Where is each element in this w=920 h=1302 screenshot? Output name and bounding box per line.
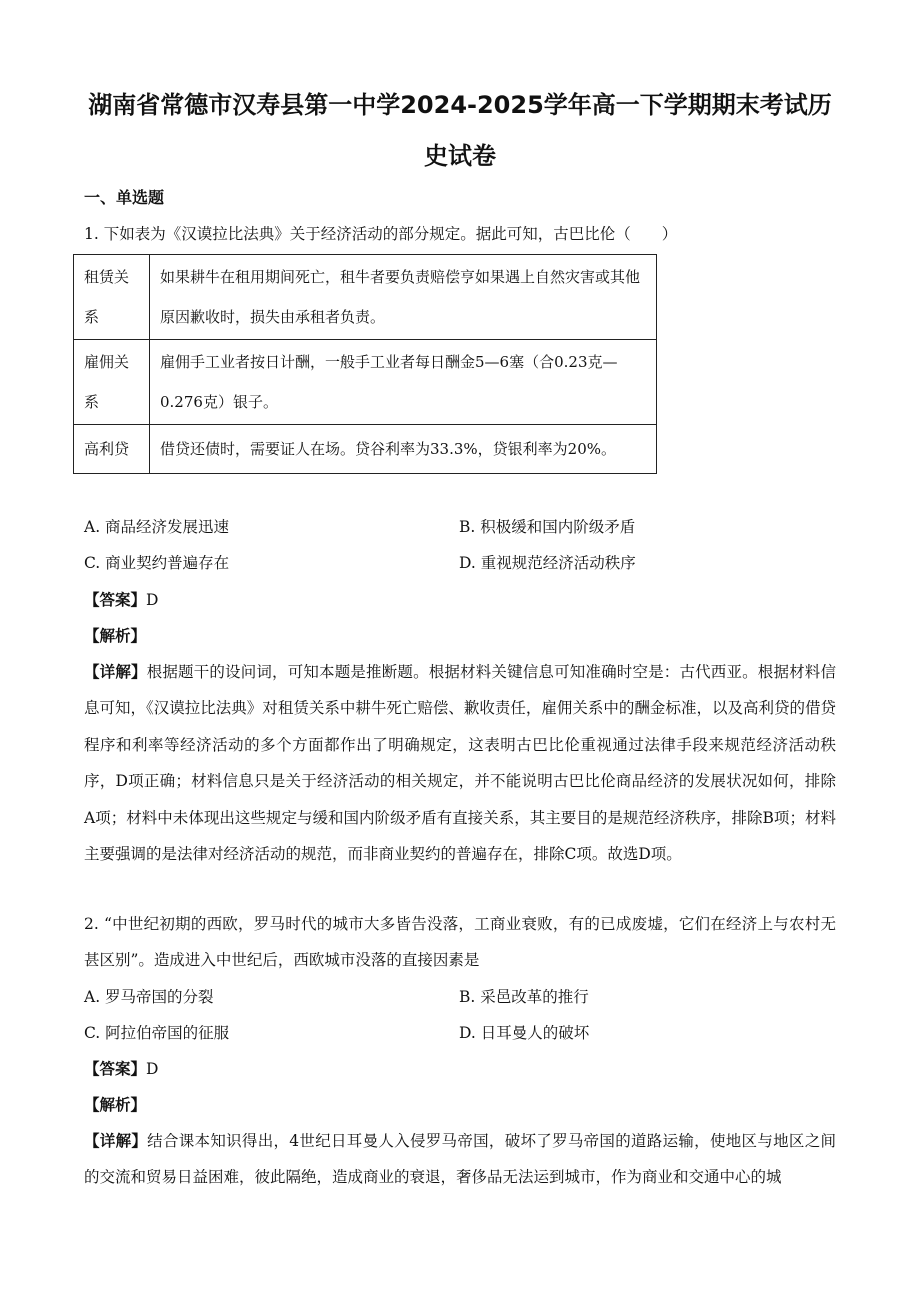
detail-label: 【详解】 [84,662,147,681]
question-2-answer [84,1059,158,1079]
question-2-option-a: A. 罗马帝国的分裂 [84,988,214,1006]
detail-text: 根据题干的设问词，可知本题是推断题。根据材料关键信息可知准确时空是：古代西亚。根据材料信息可知，《汉谟拉比法典》对租赁关系中耕牛死亡赔偿、歉收责任，雇佣关系中的酬金标准，以及高利贷的借贷程序和利率等经济活动的多个方面都作出了明确规定，这表明古巴比伦重视通过法律手段来规范经济活动秩序，D项正确；材料信息只是关于经济活动的相关规定，并不能说明古巴比伦商品经济的发展状况如何，排除A项；材料中未体现出这些规定与缓和国内阶级矛盾有直接关系，其主要目的是规范经济秩序，排除B项；材料主要强调的是法律对经济活动的规范，而非商业契约的普遍存在，排除C项。故选D项。 [84,663,836,864]
table-row [74,425,657,474]
table-row-body: 借贷还债时，需要证人在场。贷谷利率为33.3%，贷银利率为20%。 [150,425,657,474]
question-2-stem: 2. “中世纪初期的西欧，罗马时代的城市大多皆告没落，工商业衰败，有的已成废墟，它们在经济上与农村无甚区别”。造成进入中世纪后，西欧城市没落的直接因素是 [84,915,836,970]
table-row-head: 雇佣关系 [74,340,150,425]
question-1-analysis-label: 【解析】 [84,626,147,645]
answer-value: D [146,591,159,609]
answer-value: D [146,1060,159,1078]
table-row-head: 租赁关系 [74,255,150,340]
table-row-body: 雇佣手工业者按日计酬，一般手工业者每日酬金5—6塞（合0.23克—0.276克）银子。 [150,340,657,425]
question-1-stem: 1. 下如表为《汉谟拉比法典》关于经济活动的部分规定。据此可知，古巴比伦（ ） [84,225,678,243]
question-1-option-c: C. 商业契约普遍存在 [84,554,230,572]
question-1-answer [84,590,158,610]
question-1-option-b: B. 积极缓和国内阶级矛盾 [459,518,636,536]
question-2-option-c: C. 阿拉伯帝国的征服 [84,1024,230,1042]
table-row-body: 如果耕牛在租用期间死亡，租牛者要负责赔偿亨如果遇上自然灾害或其他原因歉收时，损失由承租者负责。 [150,255,657,340]
detail-text: 结合课本知识得出，4世纪日耳曼人入侵罗马帝国，破坏了罗马帝国的道路运输，使地区与地区之间的交流和贸易日益困难，彼此隔绝，造成商业的衰退，奢侈品无法运到城市，作为商业和交通中心的城 [84,1132,836,1187]
question-2-option-d: D. 日耳曼人的破坏 [459,1024,590,1042]
answer-label: 【答案】 [84,1059,147,1078]
exam-title-line-2: 史试卷 [424,142,496,170]
question-2-analysis-label: 【解析】 [84,1095,147,1114]
question-2-detail [84,1123,836,1196]
detail-label: 【详解】 [84,1131,148,1150]
question-1-option-a: A. 商品经济发展迅速 [84,518,230,536]
section-heading: 一、单选题 [84,188,165,207]
table-row [74,340,657,425]
answer-label: 【答案】 [84,590,147,609]
question-2-option-b: B. 采邑改革的推行 [459,988,589,1006]
table-row-head: 高利贷 [74,425,150,474]
question-1-detail [84,654,836,872]
question-1-option-d: D. 重视规范经济活动秩序 [459,554,636,572]
table-row [74,255,657,340]
exam-title-line-1: 湖南省常德市汉寿县第一中学2024-2025学年高一下学期期末考试历 [88,91,832,119]
question-1-material-table [73,254,657,474]
